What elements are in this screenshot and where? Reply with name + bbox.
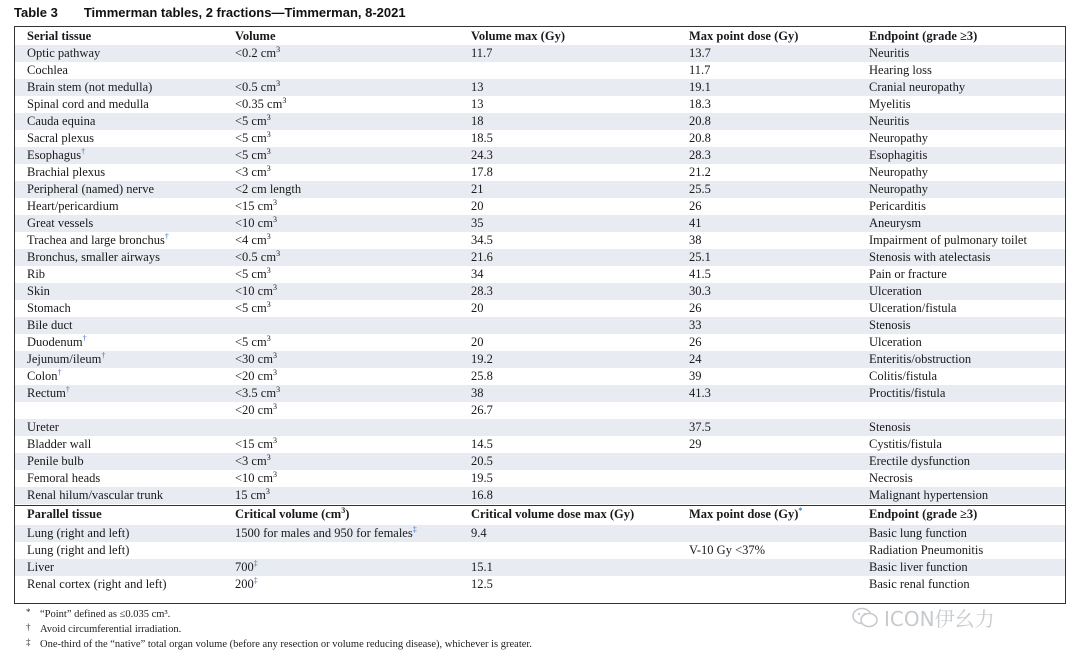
max-point-cell: 25.5 — [689, 182, 711, 196]
volume-max-cell: 19.2 — [471, 352, 493, 366]
paren-close: ) — [345, 507, 350, 521]
tissue-name: Trachea and large bronchus — [27, 233, 165, 247]
table-row — [15, 45, 1065, 62]
parallel-header-cell — [689, 506, 802, 523]
endpoint-cell: Basic renal function — [869, 577, 970, 591]
cubic-sup: 3 — [276, 44, 281, 54]
tissue-name: Spinal cord and medulla — [27, 97, 149, 111]
volume-max-cell: 13 — [471, 97, 484, 111]
table-row — [15, 436, 1065, 453]
volume-cell — [235, 96, 286, 113]
volume-max-cell: 35 — [471, 216, 484, 230]
table-row — [15, 559, 1065, 576]
endpoint-cell: Colitis/fistula — [869, 369, 938, 383]
table-row — [15, 487, 1065, 504]
max-point-cell: 20.8 — [689, 114, 711, 128]
tissue-name: Brachial plexus — [27, 165, 106, 179]
table-row — [15, 198, 1065, 215]
max-point-cell: 20.8 — [689, 131, 711, 145]
serial-tissue-cell — [27, 45, 100, 62]
volume-max-cell: 21 — [471, 182, 484, 196]
max-point-cell: 18.3 — [689, 97, 711, 111]
endpoint-cell: Erectile dysfunction — [869, 454, 971, 468]
endpoint-cell: Stenosis — [869, 318, 911, 332]
max-point-cell: 25.1 — [689, 250, 711, 264]
volume-max-cell: 28.3 — [471, 284, 493, 298]
parallel-header-text: Parallel tissue — [27, 507, 102, 521]
double-dagger-mark: ‡ — [253, 558, 258, 568]
volume-max-cell: 21.6 — [471, 250, 493, 264]
volume-max-cell: 20.5 — [471, 454, 493, 468]
endpoint-cell: Stenosis — [869, 420, 911, 434]
volume-max-cell: 24.3 — [471, 148, 493, 162]
tissue-name: Sacral plexus — [27, 131, 94, 145]
watermark-text: ICON伊幺力 — [884, 607, 995, 631]
volume-cell — [235, 198, 277, 215]
volume-cell — [235, 402, 277, 419]
endpoint-cell: Basic liver function — [869, 560, 968, 574]
volume-cell — [235, 351, 277, 368]
cubic-sup: 3 — [272, 435, 277, 445]
serial-tissue-cell — [27, 419, 59, 436]
serial-header-row — [15, 28, 1065, 45]
serial-tissue-cell — [27, 334, 87, 351]
volume-value: <3 cm — [235, 454, 267, 468]
max-point-cell: 26 — [689, 335, 702, 349]
max-point-cell: 30.3 — [689, 284, 711, 298]
endpoint-cell: Basic lung function — [869, 526, 967, 540]
table-row — [15, 317, 1065, 334]
cubic-sup: 3 — [282, 95, 287, 105]
cubic-sup: 3 — [272, 367, 277, 377]
critical-volume-cell — [235, 559, 258, 576]
table-row — [15, 470, 1065, 487]
footnotes — [26, 607, 532, 652]
tissue-name: Colon — [27, 369, 58, 383]
endpoint-cell: Proctitis/fistula — [869, 386, 946, 400]
volume-value: <10 cm — [235, 284, 273, 298]
volume-value: <5 cm — [235, 148, 267, 162]
serial-tissue-cell — [27, 385, 70, 402]
serial-tissue-cell — [27, 436, 91, 453]
volume-cell — [235, 300, 271, 317]
table-row — [15, 542, 1065, 559]
serial-tissue-cell — [27, 62, 68, 79]
max-point-cell: 38 — [689, 233, 702, 247]
serial-tissue-cell — [27, 470, 100, 487]
volume-max-cell: 16.8 — [471, 488, 493, 502]
cubic-sup: 3 — [276, 384, 281, 394]
volume-cell — [235, 45, 280, 62]
dagger-mark: † — [65, 384, 70, 394]
max-point-cell: 28.3 — [689, 148, 711, 162]
volume-value: <10 cm — [235, 471, 273, 485]
parallel-tissue-cell: Lung (right and left) — [27, 543, 130, 557]
cubic-sup: 3 — [272, 282, 277, 292]
endpoint-cell: Ulceration — [869, 284, 922, 298]
volume-cell — [235, 436, 277, 453]
volume-cell — [235, 232, 271, 249]
parallel-header-cell — [235, 506, 349, 523]
parallel-tissue-cell: Renal cortex (right and left) — [27, 577, 167, 591]
max-point-cell: 13.7 — [689, 46, 711, 60]
footnote-mark: ‡ — [26, 637, 31, 647]
volume-cell — [235, 470, 277, 487]
volume-max-cell: 20 — [471, 199, 484, 213]
max-point-cell: 41.5 — [689, 267, 711, 281]
tissue-name: Cauda equina — [27, 114, 96, 128]
volume-cell — [235, 215, 277, 232]
volume-cell — [235, 453, 271, 470]
cubic-sup: 3 — [272, 350, 277, 360]
footnote — [26, 622, 532, 637]
dagger-mark: † — [81, 146, 86, 156]
volume-value: <5 cm — [235, 267, 267, 281]
serial-header-cell: Serial tissue — [27, 29, 92, 43]
max-point-cell: 21.2 — [689, 165, 711, 179]
endpoint-cell: Esophagitis — [869, 148, 928, 162]
endpoint-cell: Neuritis — [869, 114, 910, 128]
volume-max-cell: 20 — [471, 335, 484, 349]
tissue-name: Great vessels — [27, 216, 94, 230]
table-row — [15, 419, 1065, 436]
max-point-cell: 39 — [689, 369, 702, 383]
cubic-sup: 3 — [341, 505, 346, 515]
table-row — [15, 368, 1065, 385]
serial-tissue-cell — [27, 368, 62, 385]
tissue-name: Cochlea — [27, 63, 68, 77]
volume-max-cell: 20 — [471, 301, 484, 315]
cubic-sup: 3 — [276, 248, 281, 258]
cubic-sup: 3 — [266, 333, 271, 343]
volume-cell — [235, 113, 271, 130]
endpoint-cell: Radiation Pneumonitis — [869, 543, 984, 557]
serial-tissue-cell — [27, 249, 160, 266]
table-title: Timmerman tables, 2 fractions—Timmerman, 8-2021 — [83, 5, 406, 20]
volume-cell — [235, 283, 277, 300]
tissue-name: Renal hilum/vascular trunk — [27, 488, 164, 502]
tissue-name: Penile bulb — [27, 454, 84, 468]
serial-header-cell: Endpoint (grade ≥3) — [869, 29, 978, 43]
serial-tissue-cell — [27, 300, 71, 317]
cubic-sup: 3 — [265, 486, 270, 496]
cubic-sup: 3 — [266, 452, 271, 462]
volume-value: <0.2 cm — [235, 46, 277, 60]
footnote — [26, 637, 532, 652]
volume-value: <15 cm — [235, 199, 273, 213]
volume-value: <0.35 cm — [235, 97, 283, 111]
table-row — [15, 266, 1065, 283]
endpoint-cell: Ulceration — [869, 335, 922, 349]
table-row — [15, 300, 1065, 317]
critical-dose-cell: 9.4 — [471, 526, 487, 540]
endpoint-cell: Neuropathy — [869, 165, 929, 179]
table-row — [15, 576, 1065, 593]
volume-value: <2 cm length — [235, 182, 302, 196]
volume-value: <3.5 cm — [235, 386, 277, 400]
table-caption — [14, 5, 406, 20]
cubic-sup: 3 — [272, 214, 277, 224]
dagger-mark: † — [57, 367, 62, 377]
tissue-name: Bile duct — [27, 318, 73, 332]
parallel-header-row — [15, 506, 1065, 523]
volume-cell — [235, 266, 271, 283]
endpoint-cell: Cystitis/fistula — [869, 437, 942, 451]
max-point-cell: 41 — [689, 216, 702, 230]
table-row — [15, 181, 1065, 198]
volume-value: <20 cm — [235, 403, 273, 417]
volume-max-cell: 34 — [471, 267, 484, 281]
tissue-name: Rectum — [27, 386, 66, 400]
tissue-name: Rib — [27, 267, 46, 281]
volume-value: 15 cm — [235, 488, 266, 502]
critical-volume-value: 700 — [235, 560, 254, 574]
cubic-sup: 3 — [272, 469, 277, 479]
serial-tissue-cell — [27, 96, 149, 113]
tissue-name: Ureter — [27, 420, 59, 434]
serial-header-cell: Max point dose (Gy) — [689, 29, 799, 43]
serial-tissue-cell — [27, 79, 152, 96]
table-row — [15, 147, 1065, 164]
volume-cell — [235, 147, 271, 164]
endpoint-cell: Malignant hypertension — [869, 488, 989, 502]
wechat-icon — [852, 607, 878, 634]
volume-value: <30 cm — [235, 352, 273, 366]
parallel-header-text: Critical volume dose max (Gy) — [471, 507, 635, 521]
footnote — [26, 607, 532, 622]
parallel-header-text: Critical volume (cm — [235, 507, 342, 521]
dagger-mark: † — [82, 333, 87, 343]
max-point-cell: 33 — [689, 318, 702, 332]
serial-tissue-cell — [27, 147, 85, 164]
critical-dose-cell: 12.5 — [471, 577, 493, 591]
volume-cell — [235, 130, 271, 147]
cubic-sup: 3 — [266, 129, 271, 139]
max-point-cell: 11.7 — [689, 63, 711, 77]
tissue-name: Peripheral (named) nerve — [27, 182, 155, 196]
endpoint-cell: Neuritis — [869, 46, 910, 60]
table-row — [15, 62, 1065, 79]
table-row — [15, 525, 1065, 542]
volume-max-cell: 11.7 — [471, 46, 493, 60]
tissue-name: Femoral heads — [27, 471, 101, 485]
volume-cell — [235, 79, 280, 96]
critical-volume-value: 200 — [235, 577, 254, 591]
cubic-sup: 3 — [266, 265, 271, 275]
serial-tissue-cell — [27, 283, 50, 300]
endpoint-cell: Enteritis/obstruction — [869, 352, 972, 366]
footnote-text: “Point” defined as ≤0.035 cm³. — [40, 609, 171, 620]
table-row — [15, 249, 1065, 266]
parallel-header-text: Endpoint (grade ≥3) — [869, 507, 978, 521]
cubic-sup: 3 — [272, 401, 277, 411]
volume-value: <0.5 cm — [235, 250, 277, 264]
endpoint-cell: Ulceration/fistula — [869, 301, 957, 315]
endpoint-cell: Aneurysm — [869, 216, 922, 230]
serial-header-cell: Volume max (Gy) — [471, 29, 565, 43]
asterisk-mark: * — [798, 505, 803, 515]
endpoint-cell: Pericarditis — [869, 199, 926, 213]
watermark — [852, 603, 995, 634]
cubic-sup: 3 — [266, 231, 271, 241]
volume-value: <20 cm — [235, 369, 273, 383]
endpoint-cell: Necrosis — [869, 471, 913, 485]
volume-max-cell: 17.8 — [471, 165, 493, 179]
serial-tissue-cell — [27, 164, 105, 181]
volume-value: <3 cm — [235, 165, 267, 179]
endpoint-cell: Neuropathy — [869, 131, 929, 145]
table-row — [15, 283, 1065, 300]
table-row — [15, 215, 1065, 232]
volume-max-cell: 18 — [471, 114, 484, 128]
max-point-cell: 24 — [689, 352, 702, 366]
serial-tissue-cell — [27, 487, 163, 504]
table-row — [15, 79, 1065, 96]
tissue-name: Stomach — [27, 301, 71, 315]
volume-max-cell: 38 — [471, 386, 484, 400]
volume-cell — [235, 334, 271, 351]
max-point-cell: V-10 Gy <37% — [689, 543, 766, 557]
dagger-mark: † — [164, 231, 169, 241]
max-point-cell: 29 — [689, 437, 702, 451]
parallel-header-text: Max point dose (Gy) — [689, 507, 799, 521]
volume-value: <5 cm — [235, 301, 267, 315]
table-row — [15, 113, 1065, 130]
table-row — [15, 232, 1065, 249]
endpoint-cell: Impairment of pulmonary toilet — [869, 233, 1027, 247]
tissue-name: Jejunum/ileum — [27, 352, 102, 366]
table-row — [15, 385, 1065, 402]
footnote-text: Avoid circumferential irradiation. — [40, 624, 182, 635]
dagger-mark: † — [101, 350, 106, 360]
serial-tissue-cell — [27, 317, 72, 334]
max-point-cell: 19.1 — [689, 80, 711, 94]
endpoint-cell: Pain or fracture — [869, 267, 947, 281]
parallel-tissue-cell: Liver — [27, 560, 55, 574]
serial-tissue-cell — [27, 453, 84, 470]
volume-max-cell: 18.5 — [471, 131, 493, 145]
parallel-header-cell — [869, 506, 977, 523]
table-row — [15, 164, 1065, 181]
cubic-sup: 3 — [272, 197, 277, 207]
footnote-mark: † — [26, 622, 31, 632]
double-dagger-mark: ‡ — [412, 524, 417, 534]
serial-tissue-cell — [27, 113, 95, 130]
tissue-name: Skin — [27, 284, 50, 298]
endpoint-cell: Myelitis — [869, 97, 911, 111]
serial-tissue-cell — [27, 351, 105, 368]
volume-cell — [235, 164, 271, 181]
volume-value: <10 cm — [235, 216, 273, 230]
parallel-header-cell — [27, 506, 102, 523]
table-row — [15, 96, 1065, 113]
endpoint-cell: Cranial neuropathy — [869, 80, 966, 94]
table-row — [15, 130, 1065, 147]
footnote-text: One-third of the “native” total organ volume (before any resection or volume reducing disease), whichever is greater. — [40, 639, 532, 650]
volume-cell — [235, 487, 270, 504]
data-table — [14, 26, 1066, 604]
tissue-name: Heart/pericardium — [27, 199, 119, 213]
volume-cell — [235, 181, 301, 198]
critical-volume-value: 1500 for males and 950 for females — [235, 526, 413, 540]
volume-max-cell: 25.8 — [471, 369, 493, 383]
endpoint-cell: Stenosis with atelectasis — [869, 250, 991, 264]
tissue-name: Esophagus — [27, 148, 82, 162]
cubic-sup: 3 — [266, 112, 271, 122]
volume-value: <0.5 cm — [235, 80, 277, 94]
volume-max-cell: 34.5 — [471, 233, 493, 247]
max-point-cell: 26 — [689, 199, 702, 213]
volume-max-cell: 19.5 — [471, 471, 493, 485]
tissue-name: Brain stem (not medulla) — [27, 80, 153, 94]
critical-dose-cell: 15.1 — [471, 560, 493, 574]
volume-cell — [235, 368, 277, 385]
volume-cell — [235, 385, 280, 402]
table-row — [15, 402, 1065, 419]
cubic-sup: 3 — [266, 146, 271, 156]
max-point-cell: 37.5 — [689, 420, 711, 434]
footnote-mark: * — [26, 607, 31, 617]
parallel-tissue-cell: Lung (right and left) — [27, 526, 130, 540]
tissue-name: Bronchus, smaller airways — [27, 250, 160, 264]
volume-max-cell: 13 — [471, 80, 484, 94]
cubic-sup: 3 — [266, 163, 271, 173]
parallel-header-cell — [471, 506, 634, 523]
serial-tissue-cell — [27, 130, 94, 147]
endpoint-cell: Neuropathy — [869, 182, 929, 196]
serial-tissue-cell — [27, 266, 45, 283]
volume-max-cell: 14.5 — [471, 437, 493, 451]
volume-value: <5 cm — [235, 131, 267, 145]
tissue-name: Optic pathway — [27, 46, 101, 60]
serial-tissue-cell — [27, 215, 93, 232]
serial-tissue-cell — [27, 198, 119, 215]
max-point-cell: 26 — [689, 301, 702, 315]
endpoint-cell: Hearing loss — [869, 63, 932, 77]
table-row — [15, 453, 1065, 470]
volume-value: <15 cm — [235, 437, 273, 451]
table-row — [15, 334, 1065, 351]
cubic-sup: 3 — [266, 299, 271, 309]
serial-tissue-cell — [27, 232, 169, 249]
max-point-cell: 41.3 — [689, 386, 711, 400]
tissue-name: Duodenum — [27, 335, 83, 349]
cubic-sup: 3 — [276, 78, 281, 88]
double-dagger-mark: ‡ — [253, 575, 258, 585]
table-label: Table 3 — [14, 5, 58, 20]
volume-max-cell: 26.7 — [471, 403, 493, 417]
serial-tissue-cell — [27, 181, 154, 198]
serial-header-cell: Volume — [235, 29, 276, 43]
volume-value: <4 cm — [235, 233, 267, 247]
critical-volume-cell — [235, 576, 258, 593]
volume-cell — [235, 249, 280, 266]
critical-volume-cell — [235, 525, 417, 542]
volume-value: <5 cm — [235, 114, 267, 128]
volume-value: <5 cm — [235, 335, 267, 349]
tissue-name: Bladder wall — [27, 437, 92, 451]
table-row — [15, 351, 1065, 368]
